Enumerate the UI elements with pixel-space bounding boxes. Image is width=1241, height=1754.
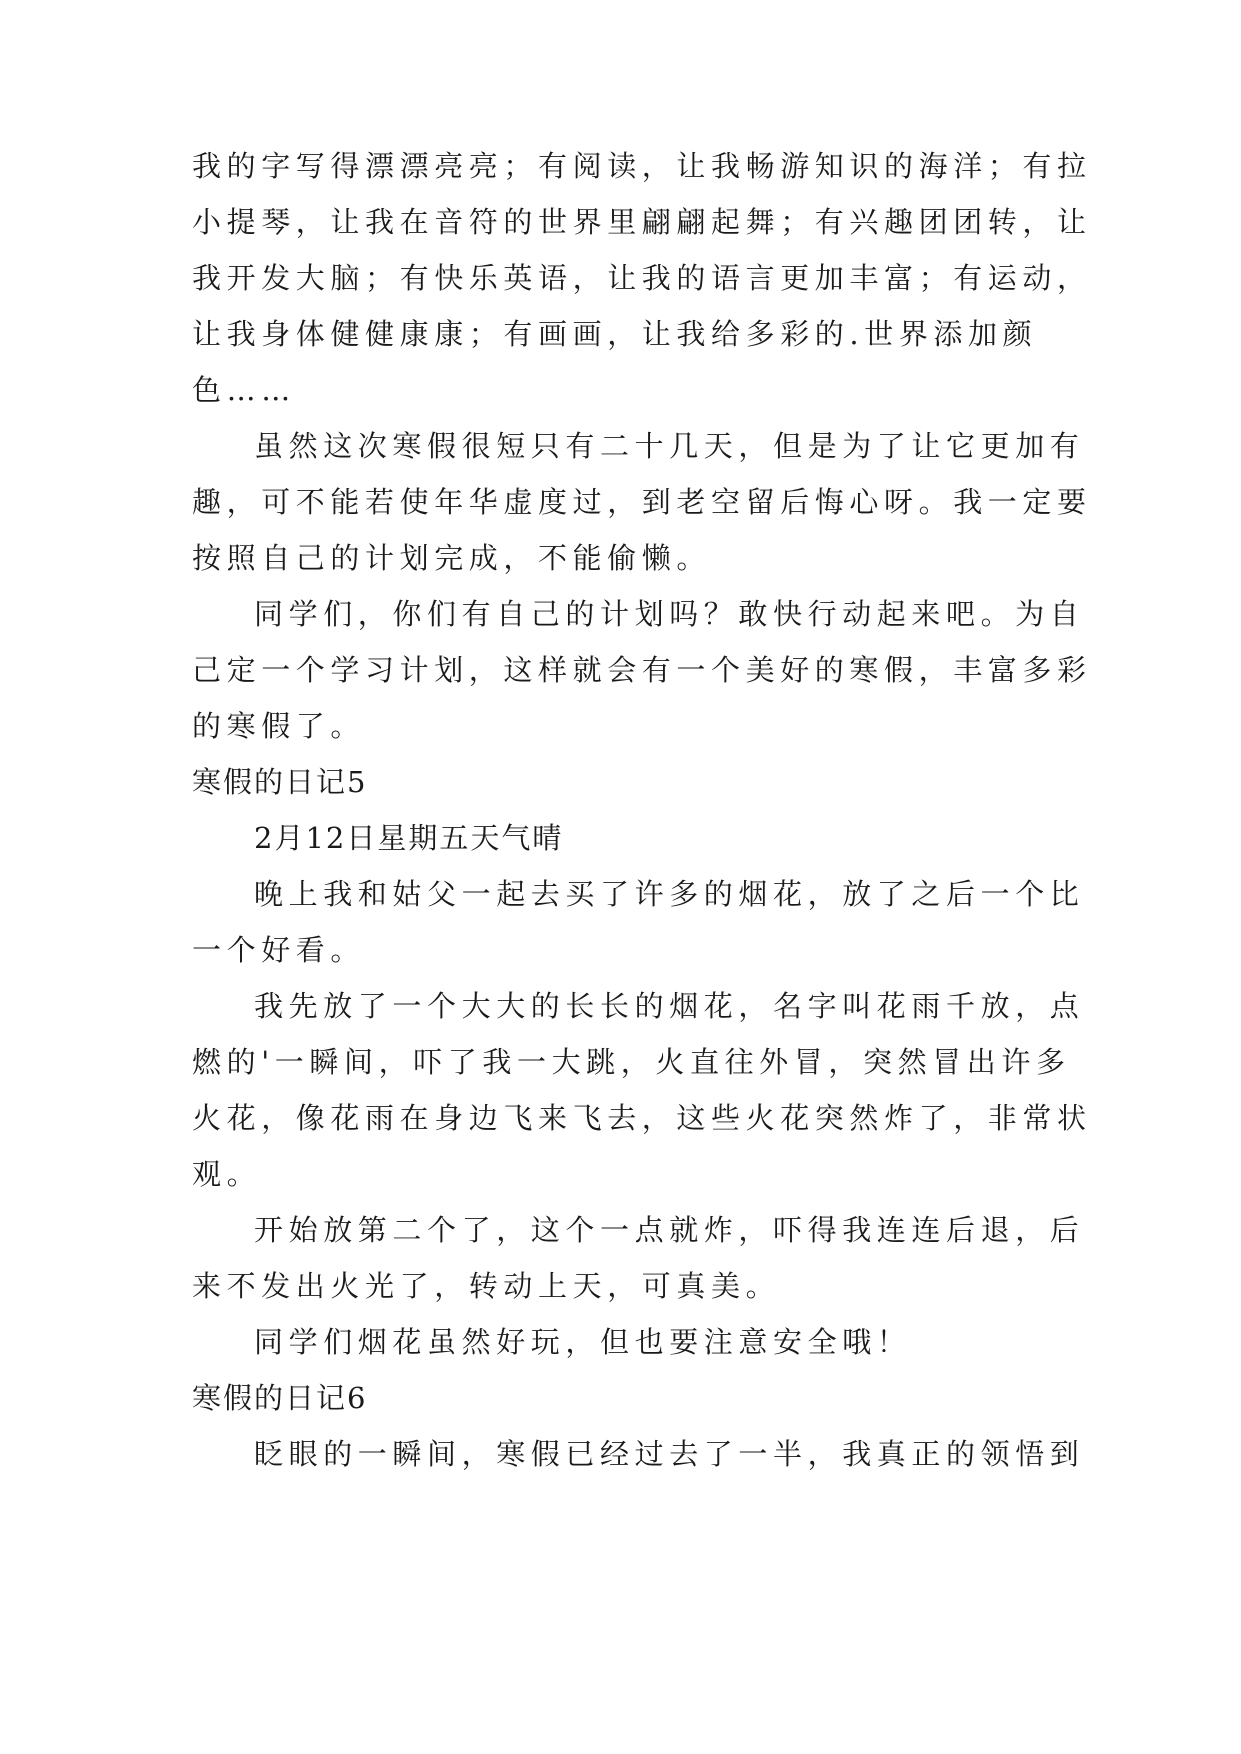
text-line: 让我身体健健康康；有画画，让我给多彩的.世界添加颜 [192,317,1038,351]
paragraph-first-line: 我先放了一个大大的长长的烟花，名字叫花雨千放，点 [254,989,1085,1023]
text-line: 来不发出火光了，转动上天，可真美。 [192,1269,781,1303]
paragraph-first-line: 眨眼的一瞬间，寒假已经过去了一半，我真正的领悟到 [254,1437,1085,1471]
paragraph-first-line: 晚上我和姑父一起去买了许多的烟花，放了之后一个比 [254,877,1085,911]
text-line: 火花，像花雨在身边飞来飞去，这些火花突然炸了，非常状 [192,1101,1092,1135]
text-line: 我的字写得漂漂亮亮；有阅读，让我畅游知识的海洋；有拉 [192,149,1092,183]
text-line: 己定一个学习计划，这样就会有一个美好的寒假，丰富多彩 [192,653,1092,687]
text-line: 的寒假了。 [192,709,366,743]
text-line: 一个好看。 [192,933,366,967]
paragraph-first-line: 同学们，你们有自己的计划吗？敢快行动起来吧。为自 [254,597,1085,631]
paragraph-first-line: 同学们烟花虽然好玩，但也要注意安全哦！ [254,1325,912,1359]
paragraph-first-line: 虽然这次寒假很短只有二十几天，但是为了让它更加有 [254,429,1085,463]
section-heading: 寒假的日记6 [192,1381,368,1415]
paragraph-first-line: 开始放第二个了，这个一点就炸，吓得我连连后退，后 [254,1213,1085,1247]
text-line: 燃的'一瞬间，吓了我一大跳，火直往外冒，突然冒出许多 [192,1045,1071,1079]
text-line: 小提琴，让我在音符的世界里翩翩起舞；有兴趣团团转，让 [192,205,1092,239]
diary-date-line: 2月12日星期五天气晴 [254,821,564,855]
text-line: 趣，可不能若使年华虚度过，到老空留后悔心呀。我一定要 [192,485,1092,519]
section-heading: 寒假的日记5 [192,765,368,799]
text-line: 色…… [192,373,296,407]
text-line: 观。 [192,1157,262,1191]
text-line: 我开发大脑；有快乐英语，让我的语言更加丰富；有运动， [192,261,1092,295]
text-line: 按照自己的计划完成，不能偷懒。 [192,541,712,575]
